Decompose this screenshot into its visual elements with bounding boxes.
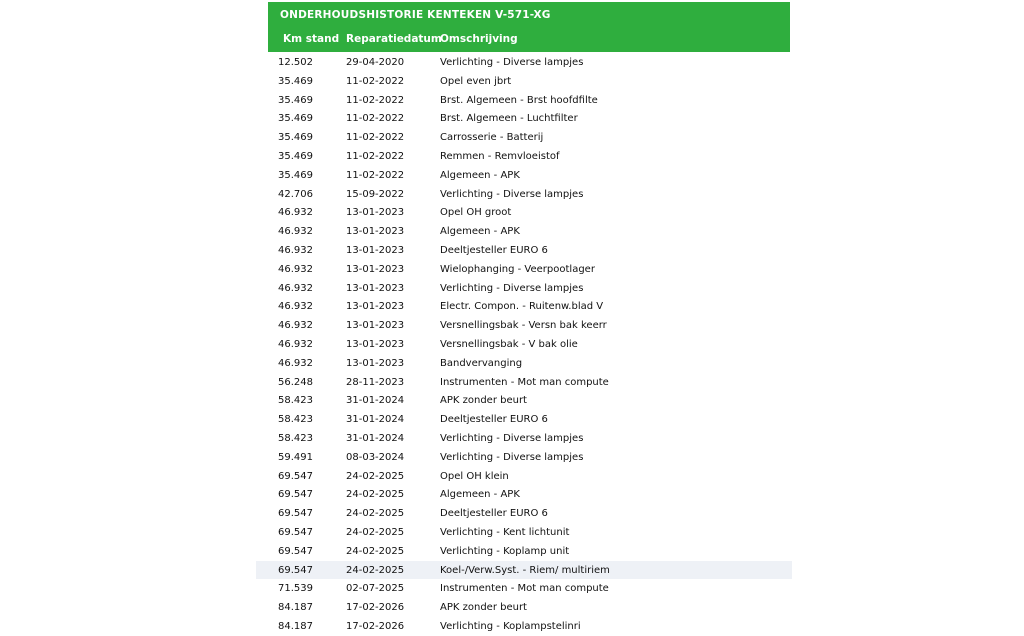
cell-date: 13-01-2023 — [346, 320, 405, 332]
cell-km: 42.706 — [278, 188, 313, 200]
cell-km: 69.547 — [278, 508, 313, 520]
cell-description: Algemeen - APK — [440, 489, 520, 501]
cell-description: Verlichting - Kent lichtunit — [440, 526, 570, 538]
cell-km: 58.423 — [278, 432, 313, 444]
cell-description: APK zonder beurt — [440, 602, 527, 614]
table-row — [268, 297, 790, 316]
cell-km: 46.932 — [278, 338, 313, 350]
cell-date: 24-02-2025 — [346, 564, 405, 576]
cell-description: Brst. Algemeen - Luchtfilter — [440, 113, 578, 125]
table-row — [268, 279, 790, 298]
cell-km: 69.547 — [278, 470, 313, 482]
cell-date: 11-02-2022 — [346, 75, 405, 87]
cell-date: 02-07-2025 — [346, 583, 405, 595]
maintenance-history-table — [268, 2, 790, 632]
table-row — [268, 53, 790, 72]
cell-km: 46.932 — [278, 320, 313, 332]
cell-date: 15-09-2022 — [346, 188, 405, 200]
table-row — [268, 203, 790, 222]
cell-date: 31-01-2024 — [346, 414, 405, 426]
cell-date: 24-02-2025 — [346, 489, 405, 501]
table-row — [268, 335, 790, 354]
cell-km: 35.469 — [278, 113, 313, 125]
cell-km: 59.491 — [278, 451, 313, 463]
cell-km: 71.539 — [278, 583, 313, 595]
table-row — [268, 410, 790, 429]
cell-date: 31-01-2024 — [346, 395, 405, 407]
cell-date: 11-02-2022 — [346, 169, 405, 181]
table-row — [268, 109, 790, 128]
cell-km: 84.187 — [278, 620, 313, 632]
cell-date: 13-01-2023 — [346, 207, 405, 219]
table-row — [268, 185, 790, 204]
table-row — [268, 128, 790, 147]
table-row — [268, 147, 790, 166]
cell-description: Verlichting - Diverse lampjes — [440, 57, 584, 68]
cell-description: APK zonder beurt — [440, 395, 527, 407]
cell-date: 13-01-2023 — [346, 357, 405, 369]
cell-description: Algemeen - APK — [440, 169, 520, 181]
column-header-date: Reparatiedatum — [346, 33, 442, 45]
cell-km: 69.547 — [278, 526, 313, 538]
cell-description: Verlichting - Diverse lampjes — [440, 432, 584, 444]
table-header — [268, 2, 790, 52]
cell-km: 46.932 — [278, 301, 313, 313]
table-title: ONDERHOUDSHISTORIE KENTEKEN V-571-XG — [280, 9, 551, 21]
cell-date: 31-01-2024 — [346, 432, 405, 444]
table-body — [268, 53, 790, 636]
cell-description: Brst. Algemeen - Brst hoofdfilte — [440, 94, 598, 106]
cell-date: 13-01-2023 — [346, 263, 405, 275]
cell-km: 35.469 — [278, 132, 313, 144]
cell-km: 12.502 — [278, 57, 313, 68]
table-row — [256, 561, 792, 580]
table-row — [268, 523, 790, 542]
cell-km: 46.932 — [278, 207, 313, 219]
table-row — [268, 429, 790, 448]
cell-description: Verlichting - Diverse lampjes — [440, 282, 584, 294]
cell-date: 17-02-2026 — [346, 620, 405, 632]
cell-km: 35.469 — [278, 94, 313, 106]
table-row — [268, 91, 790, 110]
cell-date: 08-03-2024 — [346, 451, 405, 463]
table-row — [268, 260, 790, 279]
table-row — [268, 72, 790, 91]
cell-date: 24-02-2025 — [346, 470, 405, 482]
table-row — [268, 485, 790, 504]
cell-description: Verlichting - Koplamp unit — [440, 545, 570, 557]
cell-km: 84.187 — [278, 602, 313, 614]
table-row — [268, 316, 790, 335]
cell-description: Opel even jbrt — [440, 75, 512, 87]
cell-description: Versnellingsbak - Versn bak keerr — [440, 320, 607, 332]
cell-km: 56.248 — [278, 376, 313, 388]
cell-date: 29-04-2020 — [346, 57, 405, 68]
cell-description: Opel OH groot — [440, 207, 512, 219]
cell-km: 46.932 — [278, 263, 313, 275]
table-row — [268, 579, 790, 598]
cell-date: 24-02-2025 — [346, 508, 405, 520]
column-header-km: Km stand — [283, 33, 340, 45]
cell-description: Verlichting - Diverse lampjes — [440, 188, 584, 200]
table-row — [268, 542, 790, 561]
cell-km: 69.547 — [278, 545, 313, 557]
cell-date: 13-01-2023 — [346, 226, 405, 238]
cell-description: Deeltjesteller EURO 6 — [440, 508, 548, 520]
cell-km: 46.932 — [278, 357, 313, 369]
table-row — [268, 617, 790, 636]
table-row — [268, 448, 790, 467]
cell-date: 24-02-2025 — [346, 545, 405, 557]
table-row — [268, 391, 790, 410]
cell-km: 69.547 — [278, 564, 313, 576]
cell-date: 11-02-2022 — [346, 150, 405, 162]
cell-date: 17-02-2026 — [346, 602, 405, 614]
table-row — [268, 598, 790, 617]
table-row — [268, 504, 790, 523]
cell-description: Instrumenten - Mot man compute — [440, 583, 609, 595]
cell-description: Electr. Compon. - Ruitenw.blad V — [440, 301, 604, 313]
cell-km: 35.469 — [278, 169, 313, 181]
cell-km: 35.469 — [278, 75, 313, 87]
cell-description: Instrumenten - Mot man compute — [440, 376, 609, 388]
cell-km: 46.932 — [278, 282, 313, 294]
cell-description: Versnellingsbak - V bak olie — [440, 338, 578, 350]
cell-date: 13-01-2023 — [346, 244, 405, 256]
cell-description: Verlichting - Koplampstelinri — [440, 620, 581, 632]
cell-km: 69.547 — [278, 489, 313, 501]
cell-description: Wielophanging - Veerpootlager — [440, 263, 595, 275]
cell-km: 58.423 — [278, 395, 313, 407]
cell-date: 13-01-2023 — [346, 282, 405, 294]
cell-description: Algemeen - APK — [440, 226, 520, 238]
cell-km: 35.469 — [278, 150, 313, 162]
cell-description: Deeltjesteller EURO 6 — [440, 414, 548, 426]
cell-description: Carrosserie - Batterij — [440, 132, 544, 144]
cell-date: 11-02-2022 — [346, 113, 405, 125]
cell-date: 24-02-2025 — [346, 526, 405, 538]
cell-km: 46.932 — [278, 226, 313, 238]
table-row — [268, 241, 790, 260]
cell-description: Bandvervanging — [440, 357, 523, 369]
cell-date: 13-01-2023 — [346, 338, 405, 350]
cell-km: 58.423 — [278, 414, 313, 426]
cell-description: Verlichting - Diverse lampjes — [440, 451, 584, 463]
column-header-description: Omschrijving — [440, 33, 518, 45]
table-row — [268, 166, 790, 185]
table-row — [268, 373, 790, 392]
table-row — [268, 222, 790, 241]
cell-date: 13-01-2023 — [346, 301, 405, 313]
cell-description: Opel OH klein — [440, 470, 509, 482]
cell-description: Remmen - Remvloeistof — [440, 150, 560, 162]
cell-km: 46.932 — [278, 244, 313, 256]
cell-date: 11-02-2022 — [346, 94, 405, 106]
cell-description: Deeltjesteller EURO 6 — [440, 244, 548, 256]
cell-description: Koel-/Verw.Syst. - Riem/ multiriem — [440, 564, 610, 576]
cell-date: 28-11-2023 — [346, 376, 405, 388]
table-row — [268, 467, 790, 486]
table-row — [268, 354, 790, 373]
cell-date: 11-02-2022 — [346, 132, 405, 144]
